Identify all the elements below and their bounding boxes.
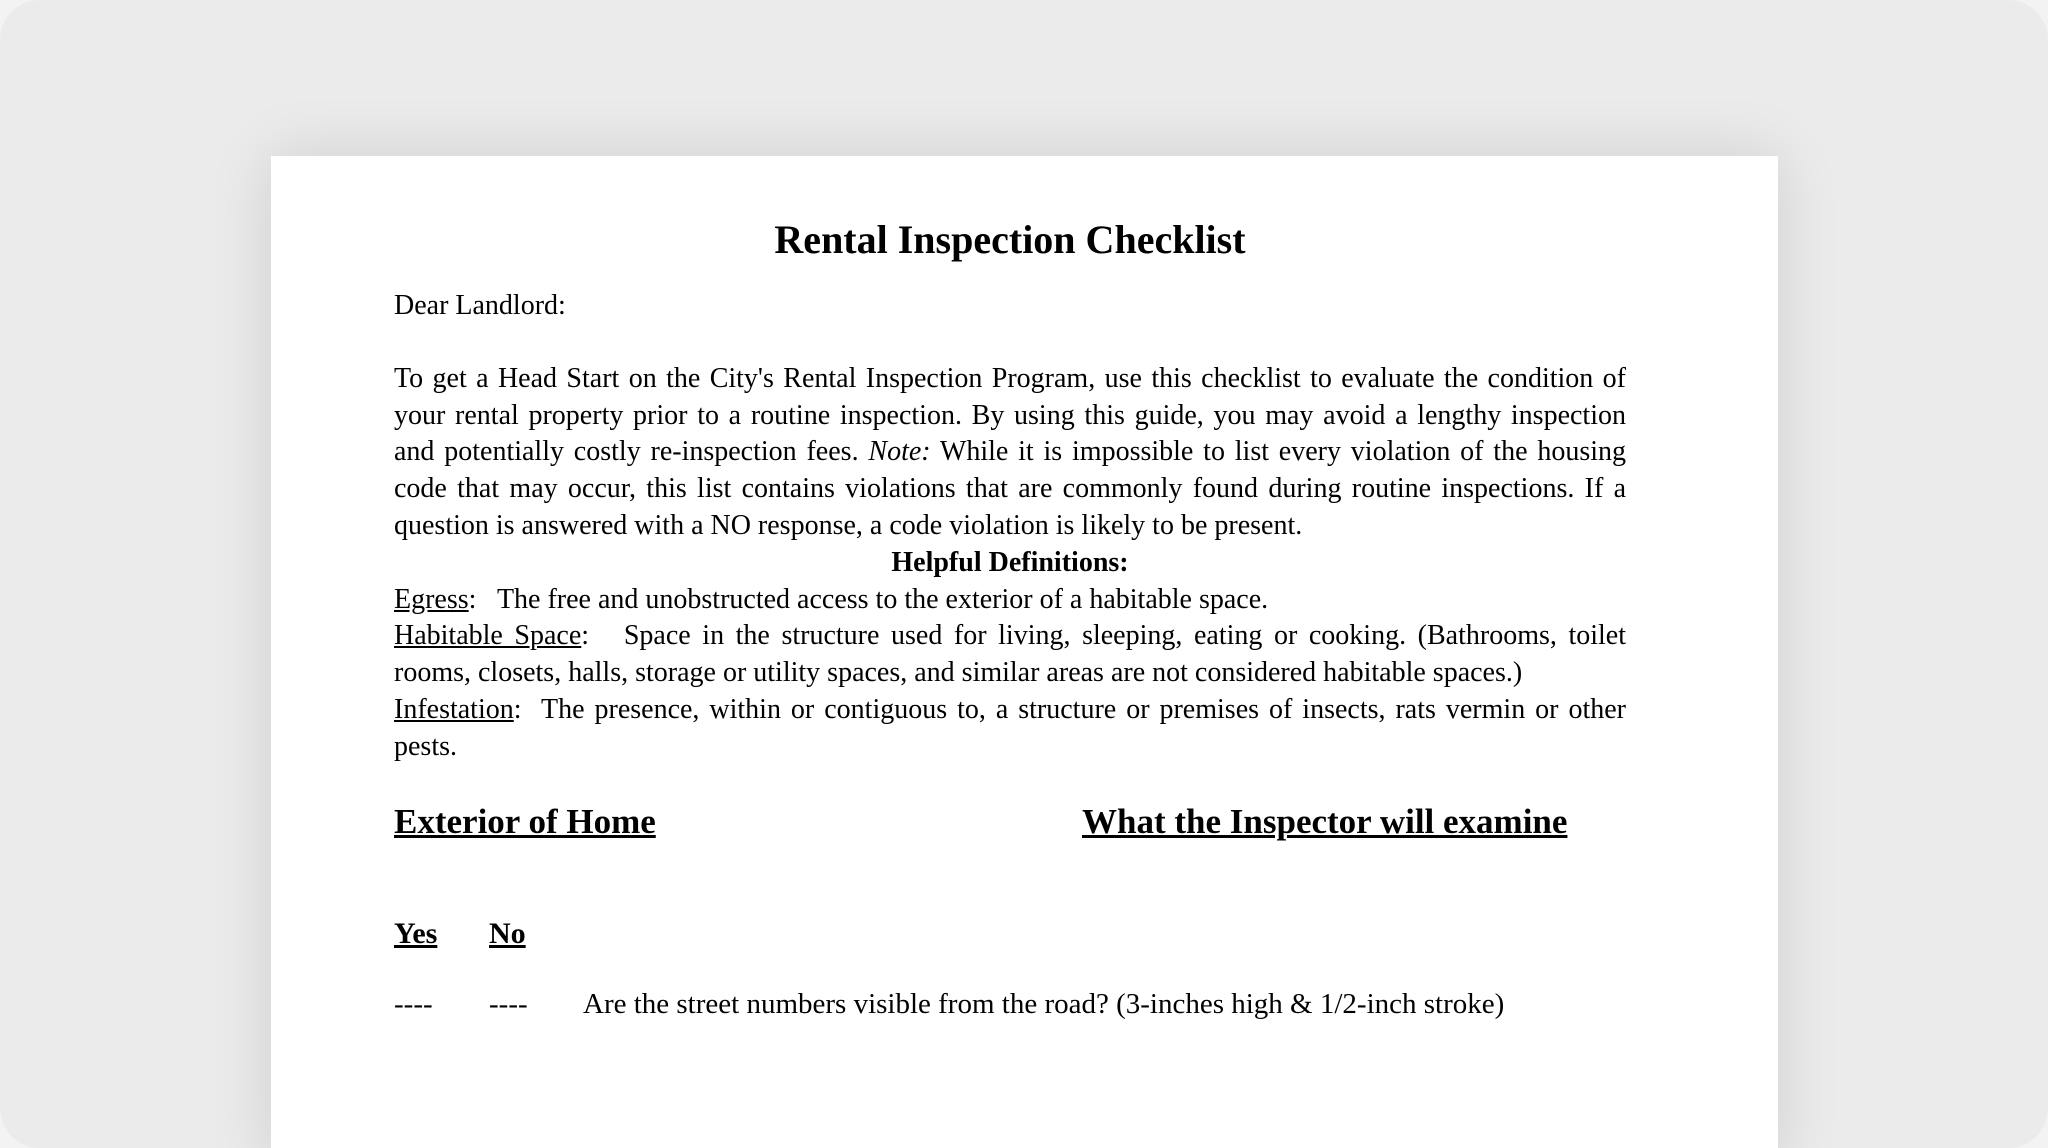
section-header-row	[394, 800, 1626, 860]
definition-separator: :	[581, 620, 590, 652]
definition-term: Egress	[394, 583, 469, 615]
intro-text-end: While it is impossible to list every violation of the housing code that may occur, this list contains violations that are commonly found during routine inspections. If a question is answered with a NO response, a code violation is likely to be present.	[394, 436, 1626, 541]
document-title: Rental Inspection Checklist	[774, 217, 1246, 262]
definition-infestation	[394, 692, 1626, 766]
no-answer-blank: ----	[489, 987, 528, 1020]
document-content	[394, 218, 1626, 1024]
checklist-question: Are the street numbers visible from the road? (3-inches high & 1/2-inch stroke)	[583, 987, 1505, 1020]
definitions-heading: Helpful Definitions:	[891, 546, 1129, 578]
column-headers	[394, 912, 1626, 956]
section-heading-exterior: Exterior of Home	[394, 801, 656, 841]
document-page	[271, 156, 1778, 1148]
intro-paragraph	[394, 361, 1626, 545]
checklist-item	[394, 984, 1626, 1024]
definition-separator: :	[468, 583, 477, 615]
definition-egress	[394, 582, 1626, 619]
definition-term: Habitable Space	[394, 620, 582, 652]
definition-text: The free and unobstructed access to the exterior of a habitable space.	[496, 583, 1269, 615]
column-header-no: No	[489, 916, 526, 950]
yes-answer-blank: ----	[394, 987, 433, 1020]
definition-text: The presence, within or contiguous to, a structure or premises of insects, rats vermin or other pests.	[394, 693, 1627, 762]
intro-note-label: Note:	[868, 436, 931, 468]
column-header-yes: Yes	[394, 916, 438, 950]
definition-separator: :	[513, 693, 522, 725]
definition-text: Space in the structure used for living, sleeping, eating or cooking. (Bathrooms, toilet rooms, closets, halls, storage or utility spaces, and similar areas are not considered habitable spaces.)	[394, 620, 1627, 689]
definition-term: Infestation	[394, 693, 514, 725]
salutation: Dear Landlord:	[394, 290, 566, 321]
definition-habitable-space	[394, 618, 1626, 692]
intro-text-start: To get a Head Start on the City's Rental Inspection Program, use this checklist to evaluate the condition of your rental property prior to a routine inspection. By using this guide, you may avoid a lengthy inspection and potentially costly re-inspection fees.	[394, 362, 1626, 468]
section-heading-inspector: What the Inspector will examine	[1082, 801, 1568, 841]
